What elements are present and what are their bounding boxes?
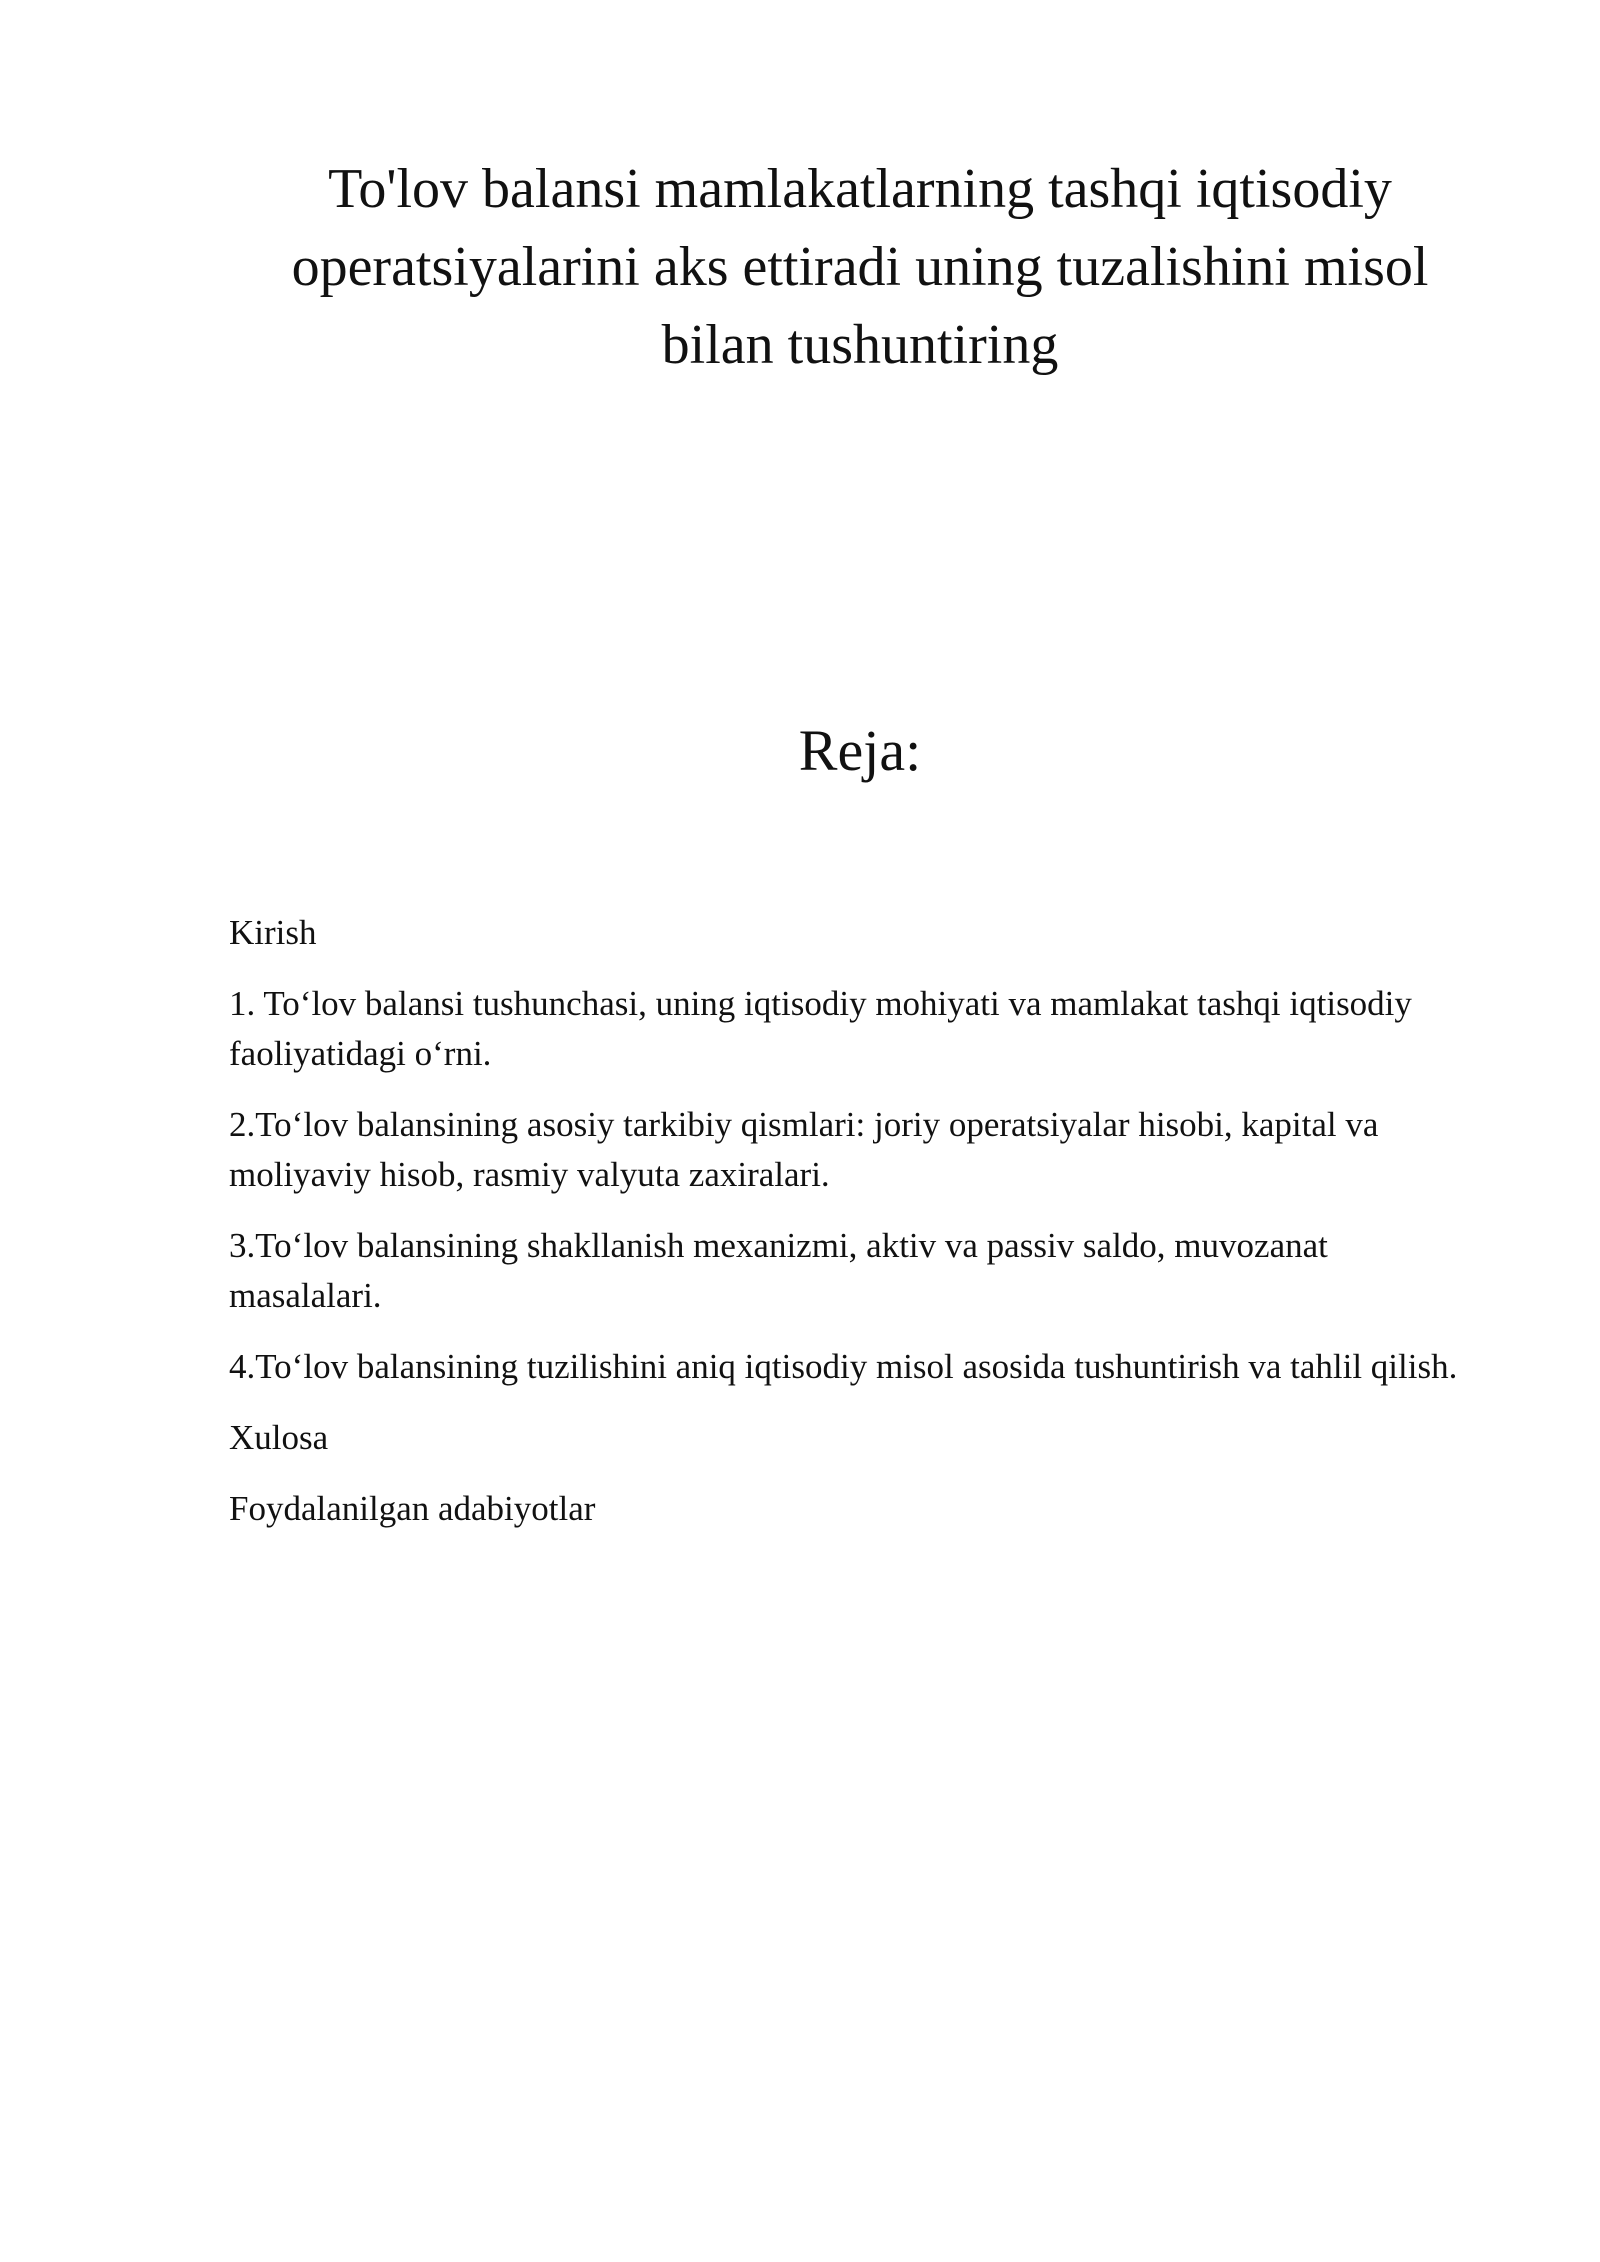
plan-item-references: Foydalanilgan adabiyotlar — [229, 1489, 596, 1528]
plan-item-3: 3.To‘lov balansining shakllanish mexanizmi, aktiv va passiv saldo, muvozanat masalalari. — [229, 1226, 1328, 1315]
plan-heading: Reja: — [798, 718, 922, 783]
plan-item-conclusion: Xulosa — [229, 1418, 329, 1457]
plan-list — [229, 908, 1479, 1555]
document-title: To'lov balansi mamlakatlarning tashqi iqtisodiy operatsiyalarini aks ettiradi uning tuzalishini misol bilan tushuntiring — [291, 158, 1429, 376]
plan-item-introduction: Kirish — [229, 913, 317, 952]
plan-item-2: 2.To‘lov balansining asosiy tarkibiy qismlari: joriy operatsiyalar hisobi, kapital va moliyaviy hisob, rasmiy valyuta zaxiralari. — [229, 1105, 1379, 1194]
plan-item-1: 1. To‘lov balansi tushunchasi, uning iqtisodiy mohiyati va mamlakat tashqi iqtisodiy faoliyatidagi o‘rni. — [229, 984, 1412, 1073]
plan-item-4: 4.To‘lov balansining tuzilishini aniq iqtisodiy misol asosida tushuntirish va tahlil qilish. — [229, 1347, 1458, 1386]
